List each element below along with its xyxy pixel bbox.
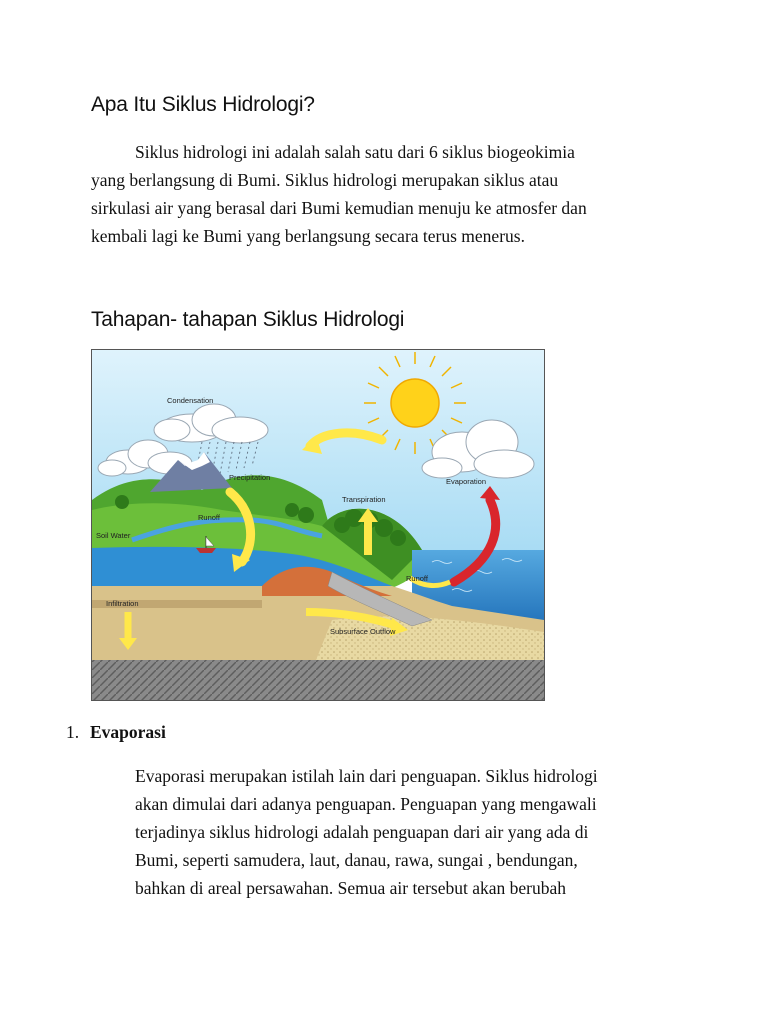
label-soil-water: Soil Water <box>96 531 131 540</box>
label-transpiration: Transpiration <box>342 495 386 504</box>
evap-line: terjadinya siklus hidrologi adalah penguapan dari air yang ada di <box>135 822 589 842</box>
label-subsurface-outflow: Subsurface Outflow <box>330 627 396 636</box>
label-precipitation: Precipitation <box>229 473 271 482</box>
list-number: 1. <box>66 722 80 742</box>
label-runoff-land: Runoff <box>198 513 220 522</box>
label-condensation: Condensation <box>167 396 214 405</box>
water-cycle-diagram <box>91 349 545 701</box>
list-item-evaporasi <box>66 722 166 743</box>
intro-line: sirkulasi air yang berasal dari Bumi kemudian menuju ke atmosfer dan <box>91 198 587 218</box>
bedrock <box>92 660 544 700</box>
intro-paragraph <box>91 138 651 250</box>
evap-line: bahkan di areal persawahan. Semua air tersebut akan berubah <box>135 878 566 898</box>
label-evaporation: Evaporation <box>446 477 487 486</box>
intro-line: yang berlangsung di Bumi. Siklus hidrologi merupakan siklus atau <box>91 170 559 190</box>
intro-line: Siklus hidrologi ini adalah salah satu dari 6 siklus biogeokimia <box>135 142 575 162</box>
label-infiltration: Infiltration <box>106 599 139 608</box>
evaporasi-paragraph <box>135 762 675 902</box>
evap-line: akan dimulai dari adanya penguapan. Penguapan yang mengawali <box>135 794 597 814</box>
label-runoff-coast: Runoff <box>406 574 428 583</box>
section-title-stages: Tahapan- tahapan Siklus Hidrologi <box>91 308 405 331</box>
intro-line: kembali lagi ke Bumi yang berlangsung secara terus menerus. <box>91 226 525 246</box>
section-title-what: Apa Itu Siklus Hidrologi? <box>91 93 315 116</box>
evap-line: Evaporasi merupakan istilah lain dari penguapan. Siklus hidrologi <box>135 766 598 786</box>
evap-line: Bumi, seperti samudera, laut, danau, rawa, sungai , bendungan, <box>135 850 578 870</box>
list-title: Evaporasi <box>90 722 166 742</box>
